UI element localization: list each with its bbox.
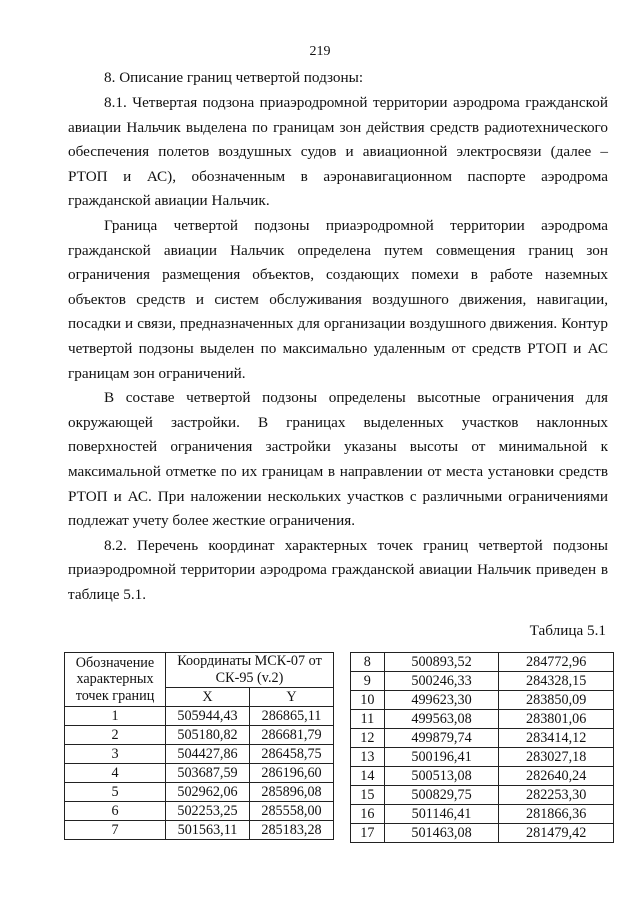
x-coordinate: 500246,33 [384,672,499,691]
point-number: 5 [65,783,166,802]
point-number: 16 [351,805,385,824]
point-number: 10 [351,691,385,710]
y-coordinate: 282253,30 [499,786,614,805]
x-coordinate: 505944,43 [166,707,250,726]
point-number: 3 [65,745,166,764]
point-number: 14 [351,767,385,786]
table-caption: Таблица 5.1 [529,622,606,639]
point-number: 13 [351,748,385,767]
y-coordinate: 285896,08 [249,783,333,802]
x-coordinate: 500513,08 [384,767,499,786]
table-row [65,726,334,745]
x-coordinate: 499623,30 [384,691,499,710]
point-number: 6 [65,802,166,821]
header-x: X [166,688,250,707]
table-row [351,786,614,805]
x-coordinate: 502962,06 [166,783,250,802]
x-coordinate: 501146,41 [384,805,499,824]
y-coordinate: 283414,12 [499,729,614,748]
x-coordinate: 501563,11 [166,821,250,840]
page-number: 219 [309,44,331,59]
y-coordinate: 286681,79 [249,726,333,745]
y-coordinate: 283027,18 [499,748,614,767]
header-coordinates: Координаты МСК-07 от СК-95 (v.2) [166,653,334,688]
table-row [65,707,334,726]
x-coordinate: 500829,75 [384,786,499,805]
section-heading: 8. Описание границ четвертой подзоны: [104,69,364,86]
coordinates-table-right [350,652,614,843]
point-number: 11 [351,710,385,729]
header-designation: Обозначение характерных точек границ [65,653,166,707]
table-row [65,745,334,764]
y-coordinate: 284328,15 [499,672,614,691]
point-number: 2 [65,726,166,745]
table-row [351,691,614,710]
y-coordinate: 286458,75 [249,745,333,764]
table-row [65,783,334,802]
y-coordinate: 283801,06 [499,710,614,729]
table-row [351,767,614,786]
point-number: 4 [65,764,166,783]
y-coordinate: 281479,42 [499,824,614,843]
x-coordinate: 503687,59 [166,764,250,783]
paragraph-8-2: 8.2. Перечень координат характерных точек границ четвертой подзоны приаэродромной территории аэродрома гражданской авиации Нальчик приведен в таблице 5.1. [68,536,608,603]
point-number: 17 [351,824,385,843]
y-coordinate: 285558,00 [249,802,333,821]
y-coordinate: 286865,11 [249,707,333,726]
table-row [351,672,614,691]
table-row [351,748,614,767]
header-y: Y [249,688,333,707]
point-number: 7 [65,821,166,840]
point-number: 1 [65,707,166,726]
table-row [351,805,614,824]
point-number: 12 [351,729,385,748]
table-row [351,653,614,672]
point-number: 9 [351,672,385,691]
y-coordinate: 282640,24 [499,767,614,786]
y-coordinate: 286196,60 [249,764,333,783]
coordinates-table-left [64,652,334,840]
x-coordinate: 499563,08 [384,710,499,729]
x-coordinate: 500196,41 [384,748,499,767]
y-coordinate: 285183,28 [249,821,333,840]
table-row [351,824,614,843]
x-coordinate: 500893,52 [384,653,499,672]
paragraph-height-limits: В составе четвертой подзоны определены высотные ограничения для окружающей застройки. В границах выделенных участков наклонных поверхностей ограничения застройки указаны высоты от минимальной к максимальной отметке по их границам в направлении от места установки средств РТОП и АС. При наложении нескольких участков с различными ограничениями подлежат учету более жесткие ограничения. [68,389,608,530]
table-row [351,710,614,729]
x-coordinate: 499879,74 [384,729,499,748]
point-number: 15 [351,786,385,805]
body-text [68,91,608,607]
table-row [65,764,334,783]
x-coordinate: 501463,08 [384,824,499,843]
x-coordinate: 505180,82 [166,726,250,745]
table-row [351,729,614,748]
y-coordinate: 281866,36 [499,805,614,824]
x-coordinate: 504427,86 [166,745,250,764]
table-row [65,821,334,840]
paragraph-boundary: Граница четвертой подзоны приаэродромной территории аэродрома гражданской авиации Нальчик определена путем совмещения границ зон ограничения размещения объектов, создающих помехи в работе наземных объектов средств и систем обслуживания воздушного движения, навигации, посадки и связи, предназначенных для организации воздушного движения. Контур четвертой подзоны выделен по максимально удаленным от средств РТОП и АС границам зон ограничений. [68,216,608,382]
x-coordinate: 502253,25 [166,802,250,821]
table-row [65,802,334,821]
y-coordinate: 283850,09 [499,691,614,710]
y-coordinate: 284772,96 [499,653,614,672]
paragraph-8-1: 8.1. Четвертая подзона приаэродромной территории аэродрома гражданской авиации Нальчик выделена по границам зон действия средств радиотехнического обеспечения полетов воздушных судов и авиационной электросвязи (далее – РТОП и АС), обозначенным в аэронавигационном паспорте аэродрома гражданской авиации Нальчик. [68,94,608,210]
point-number: 8 [351,653,385,672]
